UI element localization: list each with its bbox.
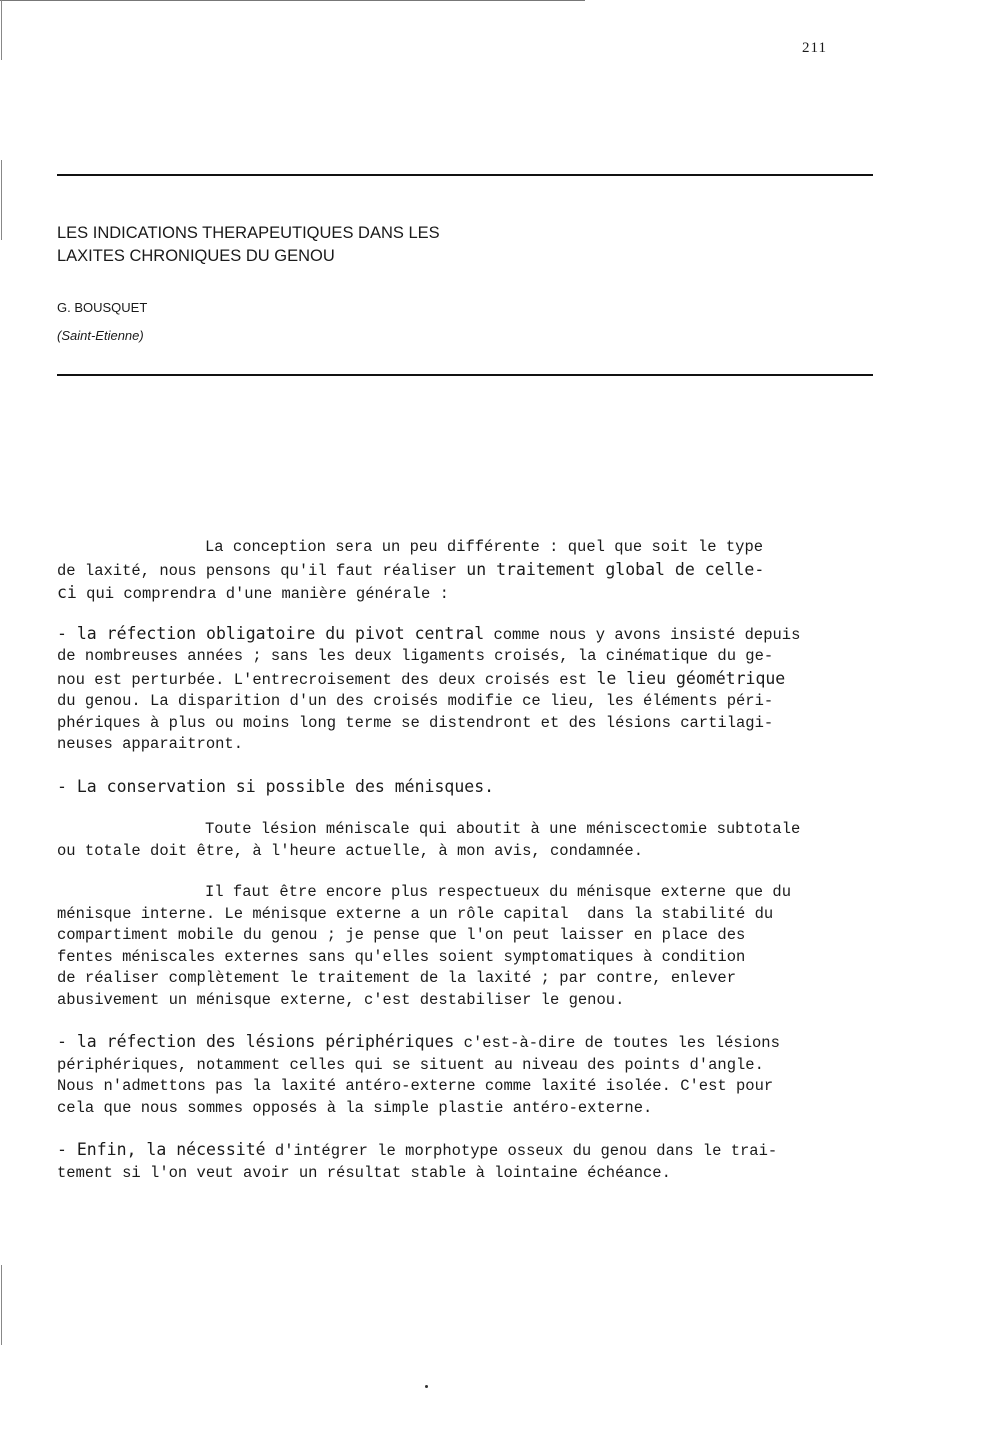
- scan-dot: [425, 1385, 428, 1388]
- article-body: [57, 537, 887, 1204]
- paragraph-intro: La conception sera un peu différente : quel que soit le type de laxité, nous pensons qu'il faut réaliser un traitement global de celle- ci qui comprendra d'une manière générale :: [57, 538, 765, 603]
- title-line: LAXITES CHRONIQUES DU GENOU: [57, 247, 335, 265]
- author-name: G. BOUSQUET: [57, 300, 148, 315]
- article-title: [57, 222, 440, 268]
- paragraph-lesion-meniscale: Toute lésion méniscale qui aboutit à une méniscectomie subtotale ou totale doit être, à l'heure actuelle, à mon avis, condamnée.: [57, 820, 801, 860]
- paragraph-menisques-heading: - La conservation si possible des ménisques.: [57, 776, 495, 796]
- scan-left-edge: [1, 0, 2, 60]
- scan-top-edge: [0, 0, 585, 1]
- paragraph-morphotype: - Enfin, la nécessité d'intégrer le morphotype osseux du genou dans le trai- tement si l'on veut avoir un résultat stable à lointaine échéance.: [57, 1140, 778, 1182]
- author-affiliation: (Saint-Etienne): [57, 328, 144, 343]
- scan-left-edge: [1, 1265, 2, 1345]
- title-line: LES INDICATIONS THERAPEUTIQUES DANS LES: [57, 224, 440, 242]
- header-bottom-rule: [57, 374, 873, 376]
- page-number: 211: [802, 40, 827, 56]
- paragraph-lesions-peripheriques: - la réfection des lésions périphériques c'est-à-dire de toutes les lésions périphériques, notamment celles qui se situent au niveau des points d'angle. Nous n'admettons pas la laxité antéro-externe comme laxité isolée. C'est pour cela que nous sommes opposés à la simple plastie antéro-externe.: [57, 1032, 780, 1117]
- header-top-rule: [57, 174, 873, 176]
- paragraph-pivot-central: - la réfection obligatoire du pivot central comme nous y avons insisté depuis de nombreuses années ; sans les deux ligaments croisés, la cinématique du ge- nou est perturbée. L'entrecroisement des deux croisés est le lieu géométrique du genou. La disparition d'un des croisés modifie ce lieu, les éléments péri- phériques à plus ou moins long terme se distendront et des lésions cartilagi- neuses apparaitront.: [57, 623, 801, 753]
- paragraph-menisque-externe: Il faut être encore plus respectueux du ménisque externe que du ménisque interne. Le ménisque externe a un rôle capital dans la stabilité du compartiment mobile du genou ; je pense que l'on peut laisser en place des fentes méniscales externes sans qu'elles soient symptomatiques à condition de réaliser complètement le traitement de la laxité ; par contre, enlever abusivement un ménisque externe, c'est destabiliser le genou.: [57, 883, 791, 1009]
- scan-left-edge: [1, 160, 2, 240]
